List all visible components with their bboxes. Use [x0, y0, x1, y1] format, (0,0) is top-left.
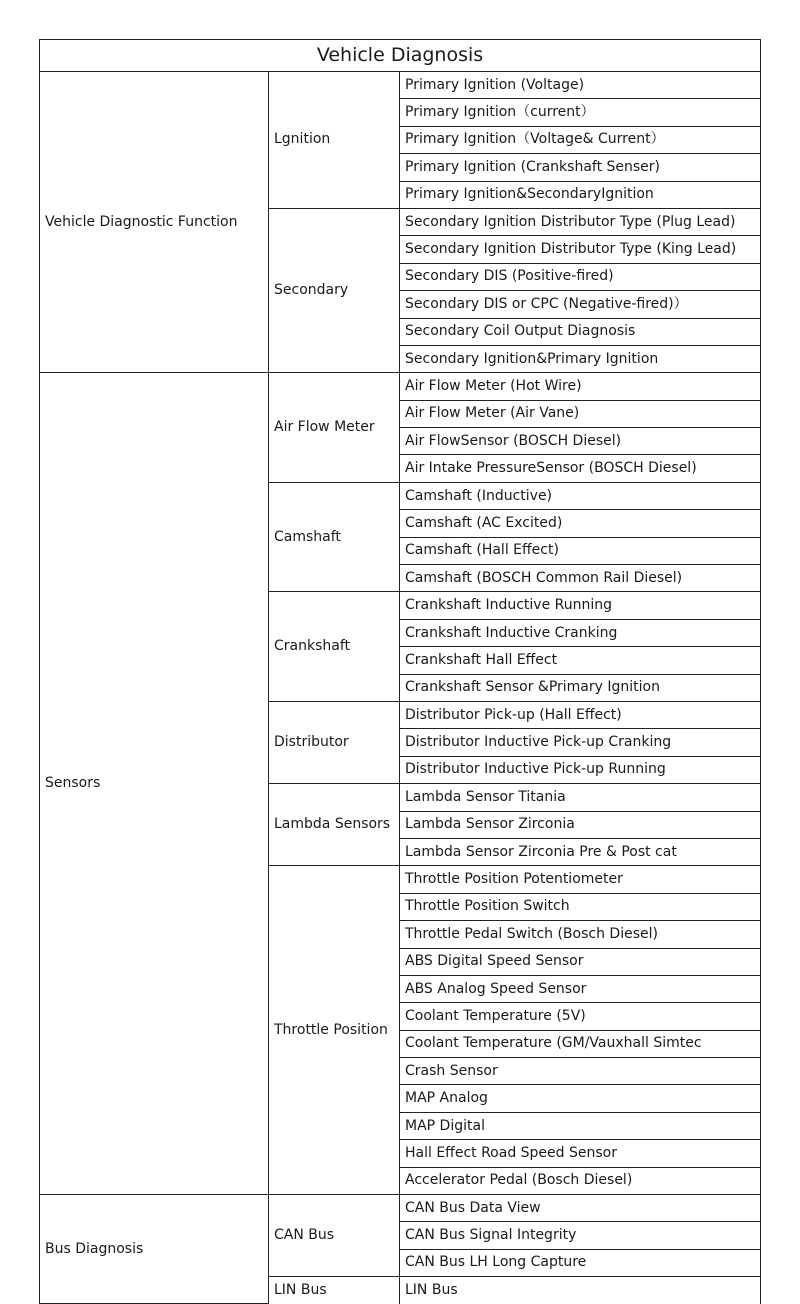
function-item-cell: Throttle Pedal Switch (Bosch Diesel)	[400, 921, 761, 948]
subcategory-cell: Camshaft	[269, 482, 400, 592]
subcategory-cell: Secondary	[269, 208, 400, 372]
function-item-cell: MAP Digital	[400, 1112, 761, 1139]
function-item-cell: Crankshaft Inductive Cranking	[400, 619, 761, 646]
function-item-cell: Distributor Inductive Pick-up Cranking	[400, 729, 761, 756]
function-item-cell: Primary Ignition (Voltage)	[400, 72, 761, 99]
table-row	[40, 1195, 761, 1222]
function-item-cell: Secondary Ignition Distributor Type (King Lead)	[400, 236, 761, 263]
function-item-cell: Crash Sensor	[400, 1058, 761, 1085]
vehicle-diagnosis-table	[39, 39, 761, 1304]
title-row	[40, 40, 761, 72]
function-item-cell: CAN Bus Signal Integrity	[400, 1222, 761, 1249]
function-item-cell: Crankshaft Inductive Running	[400, 592, 761, 619]
table-row	[40, 373, 761, 400]
subcategory-cell: Lgnition	[269, 72, 400, 209]
table-row	[40, 72, 761, 99]
function-item-cell: Camshaft (Hall Effect)	[400, 537, 761, 564]
subcategory-cell: Crankshaft	[269, 592, 400, 702]
subcategory-cell: CAN Bus	[269, 1195, 400, 1277]
function-item-cell: CAN Bus LH Long Capture	[400, 1249, 761, 1276]
function-item-cell: Air FlowSensor (BOSCH Diesel)	[400, 428, 761, 455]
function-item-cell: Throttle Position Switch	[400, 893, 761, 920]
function-item-cell: MAP Analog	[400, 1085, 761, 1112]
function-item-cell: Primary Ignition (Crankshaft Senser)	[400, 154, 761, 181]
function-item-cell: Hall Effect Road Speed Sensor	[400, 1140, 761, 1167]
function-item-cell: Camshaft (Inductive)	[400, 482, 761, 509]
function-item-cell: Air Intake PressureSensor (BOSCH Diesel)	[400, 455, 761, 482]
function-item-cell: Coolant Temperature (GM/Vauxhall Simtec	[400, 1030, 761, 1057]
category-cell: Sensors	[40, 373, 269, 1195]
function-item-cell: Distributor Inductive Pick-up Running	[400, 756, 761, 783]
category-cell: Bus Diagnosis	[40, 1195, 269, 1304]
function-item-cell: Secondary DIS (Positive-fired)	[400, 263, 761, 290]
function-item-cell: Secondary DIS or CPC (Negative-fired)）	[400, 291, 761, 318]
function-item-cell: Lambda Sensor Zirconia	[400, 811, 761, 838]
function-item-cell: Throttle Position Potentiometer	[400, 866, 761, 893]
function-item-cell: Lambda Sensor Titania	[400, 784, 761, 811]
function-item-cell: Air Flow Meter (Air Vane)	[400, 400, 761, 427]
function-item-cell: ABS Analog Speed Sensor	[400, 975, 761, 1002]
function-item-cell: LIN Bus	[400, 1277, 761, 1304]
subcategory-cell: Distributor	[269, 701, 400, 783]
function-item-cell: Primary Ignition（Voltage& Current）	[400, 126, 761, 153]
function-item-cell: Camshaft (AC Excited)	[400, 510, 761, 537]
function-item-cell: CAN Bus Data View	[400, 1195, 761, 1222]
subcategory-cell: Air Flow Meter	[269, 373, 400, 483]
function-item-cell: Secondary Coil Output Diagnosis	[400, 318, 761, 345]
function-item-cell: Coolant Temperature (5V)	[400, 1003, 761, 1030]
function-item-cell: Air Flow Meter (Hot Wire)	[400, 373, 761, 400]
table-title: Vehicle Diagnosis	[40, 40, 761, 72]
function-item-cell: Secondary Ignition&Primary Ignition	[400, 345, 761, 372]
function-item-cell: Primary Ignition（current）	[400, 99, 761, 126]
function-item-cell: Lambda Sensor Zirconia Pre & Post cat	[400, 838, 761, 865]
function-item-cell: Camshaft (BOSCH Common Rail Diesel)	[400, 565, 761, 592]
function-item-cell: Crankshaft Sensor &Primary Ignition	[400, 674, 761, 701]
function-item-cell: ABS Digital Speed Sensor	[400, 948, 761, 975]
function-item-cell: Distributor Pick-up (Hall Effect)	[400, 701, 761, 728]
function-item-cell: Crankshaft Hall Effect	[400, 647, 761, 674]
function-item-cell: Secondary Ignition Distributor Type (Plug Lead)	[400, 208, 761, 235]
category-cell: Vehicle Diagnostic Function	[40, 72, 269, 373]
function-item-cell: Accelerator Pedal (Bosch Diesel)	[400, 1167, 761, 1194]
subcategory-cell: Lambda Sensors	[269, 784, 400, 866]
subcategory-cell: LIN Bus	[269, 1277, 400, 1304]
subcategory-cell: Throttle Position	[269, 866, 400, 1195]
function-item-cell: Primary Ignition&SecondaryIgnition	[400, 181, 761, 208]
